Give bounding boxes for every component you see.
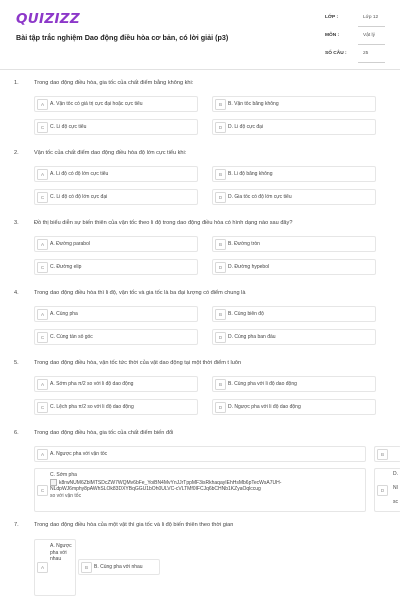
option-d[interactable] <box>212 329 376 345</box>
option-d[interactable] <box>212 189 376 205</box>
question-text: Trong dao động điều hòa của một vật thì gia tốc và li độ biến thiên theo thời gian <box>34 522 234 528</box>
meta-value: 25 <box>363 51 369 56</box>
meta-underline <box>358 26 385 27</box>
meta-underline <box>358 44 385 45</box>
option-text: D. Cùng pha ban đầu <box>228 333 276 340</box>
question-number: 7. <box>14 522 19 528</box>
option-a[interactable] <box>34 96 198 112</box>
option-c[interactable] <box>34 119 198 135</box>
option-text: A. Vận tốc có giá trị cực đại hoặc cực tiểu <box>50 100 143 107</box>
option-text: A. Đường parabol <box>50 240 90 247</box>
question-text: Trong dao động điều hòa, gia tốc của chất điểm biến đổi <box>34 430 174 436</box>
option-letter: D <box>215 122 226 133</box>
option-letter: B <box>215 239 226 250</box>
option-letter: B <box>215 309 226 320</box>
option-b[interactable] <box>212 306 376 322</box>
option-letter: A <box>37 99 48 110</box>
option-letter: A <box>37 562 48 573</box>
option-text: C. Lệch pha π/2 so với li độ dao động <box>50 403 134 410</box>
option-letter: A <box>37 379 48 390</box>
meta-label: SỐ CÂU : <box>325 51 347 56</box>
question-text: Trong dao động điều hòa, gia tốc của chất điểm bằng không khi: <box>34 80 194 86</box>
question-number: 5. <box>14 360 19 366</box>
option-letter: D <box>215 262 226 273</box>
meta-label: MÔN : <box>325 33 340 38</box>
option-letter: C <box>37 485 48 496</box>
meta-label: LỚP : <box>325 15 339 20</box>
option-text-tail: so với vận tốc <box>50 492 82 499</box>
option-text-lead: C. Sớm pha <box>50 472 77 478</box>
option-letter: B <box>215 169 226 180</box>
option-letter: C <box>37 262 48 273</box>
option-letter: A <box>37 449 48 460</box>
broken-image-icon <box>50 479 57 486</box>
option-d[interactable] <box>212 399 376 415</box>
option-text: A. Cùng pha <box>50 310 78 317</box>
question-number: 3. <box>14 220 19 226</box>
option-b[interactable] <box>78 559 160 575</box>
option-a[interactable] <box>34 166 198 182</box>
option-letter: C <box>37 332 48 343</box>
option-text: B. Cùng biên độ <box>228 310 264 317</box>
option-text: A. Ngược pha với vận tốc <box>50 450 108 457</box>
option-b[interactable] <box>374 446 400 462</box>
broken-image-alt: k8rwNUM6ZblMTSDcZW7WQMv6bFe_YoiBN4MvYnJJrTppMF3isRkhaqayIEhHsMb6pTecWsA7UH-NLdpWJ6mphy8pAWhSLOk83DXYBqGGU1bOh0ULVC-cVLTMf0IFCJq6bCHNb1KZyaOqlccug <box>50 479 282 493</box>
option-c[interactable] <box>34 189 198 205</box>
option-c[interactable] <box>34 259 198 275</box>
option-text: B. Li độ bằng không <box>228 170 273 177</box>
option-b[interactable] <box>212 96 376 112</box>
option-letter: B <box>215 379 226 390</box>
option-text: B. Vận tốc bằng không <box>228 100 279 107</box>
option-c[interactable] <box>34 329 198 345</box>
question-text: Trong dao động điều hòa thì li độ, vận tốc và gia tốc là ba đại lượng có điểm chung là <box>34 290 246 296</box>
question-number: 4. <box>14 290 19 296</box>
option-letter: C <box>37 402 48 413</box>
cut-text: Nl <box>393 485 398 491</box>
meta-row-subject <box>325 30 385 48</box>
question-text: Đồ thị biểu diễn sự biến thiên của vận tốc theo li độ trong dao động điều hòa có hình dạng nào sau đây? <box>34 220 293 226</box>
question-text: Trong dao động điều hòa, vận tốc tức thời của vật dao động tại một thời điểm t luôn <box>34 360 242 366</box>
option-d[interactable] <box>212 119 376 135</box>
meta-value: Lớp 12 <box>363 15 379 20</box>
option-letter: B <box>215 99 226 110</box>
worksheet-title: Bài tập trắc nghiệm Dao động điều hòa cơ bản, có lời giải (p3) <box>16 33 229 42</box>
option-letter: D <box>377 485 388 496</box>
option-a[interactable] <box>34 306 198 322</box>
option-letter: D <box>215 192 226 203</box>
option-c[interactable] <box>34 399 198 415</box>
cut-text: D. <box>393 471 398 477</box>
option-letter: A <box>37 309 48 320</box>
quizizz-logo: QUIZIZZ <box>16 11 80 27</box>
option-text: A. Ngược pha với nhau <box>50 543 72 563</box>
option-text: B. Cùng pha với li độ dao động <box>228 380 297 387</box>
question-text: Vận tốc của chất điểm dao động điều hòa độ lớn cực tiểu khi: <box>34 150 187 156</box>
option-letter: A <box>37 169 48 180</box>
option-c[interactable] <box>34 468 366 512</box>
option-text: D. Ngược pha với li độ dao động <box>228 403 301 410</box>
option-text: D. Gia tốc có độ lớn cực tiểu <box>228 193 292 200</box>
option-text: C. Li độ cực tiểu <box>50 123 87 130</box>
option-b[interactable] <box>212 236 376 252</box>
option-text: B. Đường tròn <box>228 240 260 247</box>
meta-value: Vật lý <box>363 33 375 38</box>
option-text: A. Li độ có độ lớn cực tiểu <box>50 170 109 177</box>
option-letter: B <box>81 562 92 573</box>
option-b[interactable] <box>212 376 376 392</box>
option-text: C. Li độ có độ lớn cực đại <box>50 193 108 200</box>
option-letter: B <box>377 449 388 460</box>
option-d[interactable] <box>212 259 376 275</box>
option-b[interactable] <box>212 166 376 182</box>
meta-row-class <box>325 12 385 30</box>
option-text: D. Đường hypebol <box>228 263 270 270</box>
option-a[interactable] <box>34 446 366 462</box>
option-text: B. Cùng pha với nhau <box>94 563 143 570</box>
option-letter: C <box>37 122 48 133</box>
worksheet-meta <box>325 12 385 66</box>
option-letter: A <box>37 239 48 250</box>
meta-row-count <box>325 48 385 66</box>
worksheet-header <box>0 0 400 70</box>
option-text: C. Cùng tần số góc <box>50 333 93 340</box>
option-a[interactable] <box>34 376 198 392</box>
option-letter: D <box>215 402 226 413</box>
option-text: C. Đường elip <box>50 263 82 270</box>
option-text: A. Sớm pha π/2 so với li độ dao động <box>50 380 134 387</box>
question-number: 2. <box>14 150 19 156</box>
option-text <box>50 472 363 499</box>
option-text: D. Li độ cực đại <box>228 123 264 130</box>
option-a[interactable] <box>34 236 198 252</box>
option-letter: D <box>215 332 226 343</box>
option-a[interactable] <box>34 539 76 596</box>
question-number: 6. <box>14 430 19 436</box>
cut-text: sc <box>393 499 398 505</box>
header-divider <box>0 69 400 70</box>
meta-underline <box>358 62 385 63</box>
option-letter: C <box>37 192 48 203</box>
question-number: 1. <box>14 80 19 86</box>
